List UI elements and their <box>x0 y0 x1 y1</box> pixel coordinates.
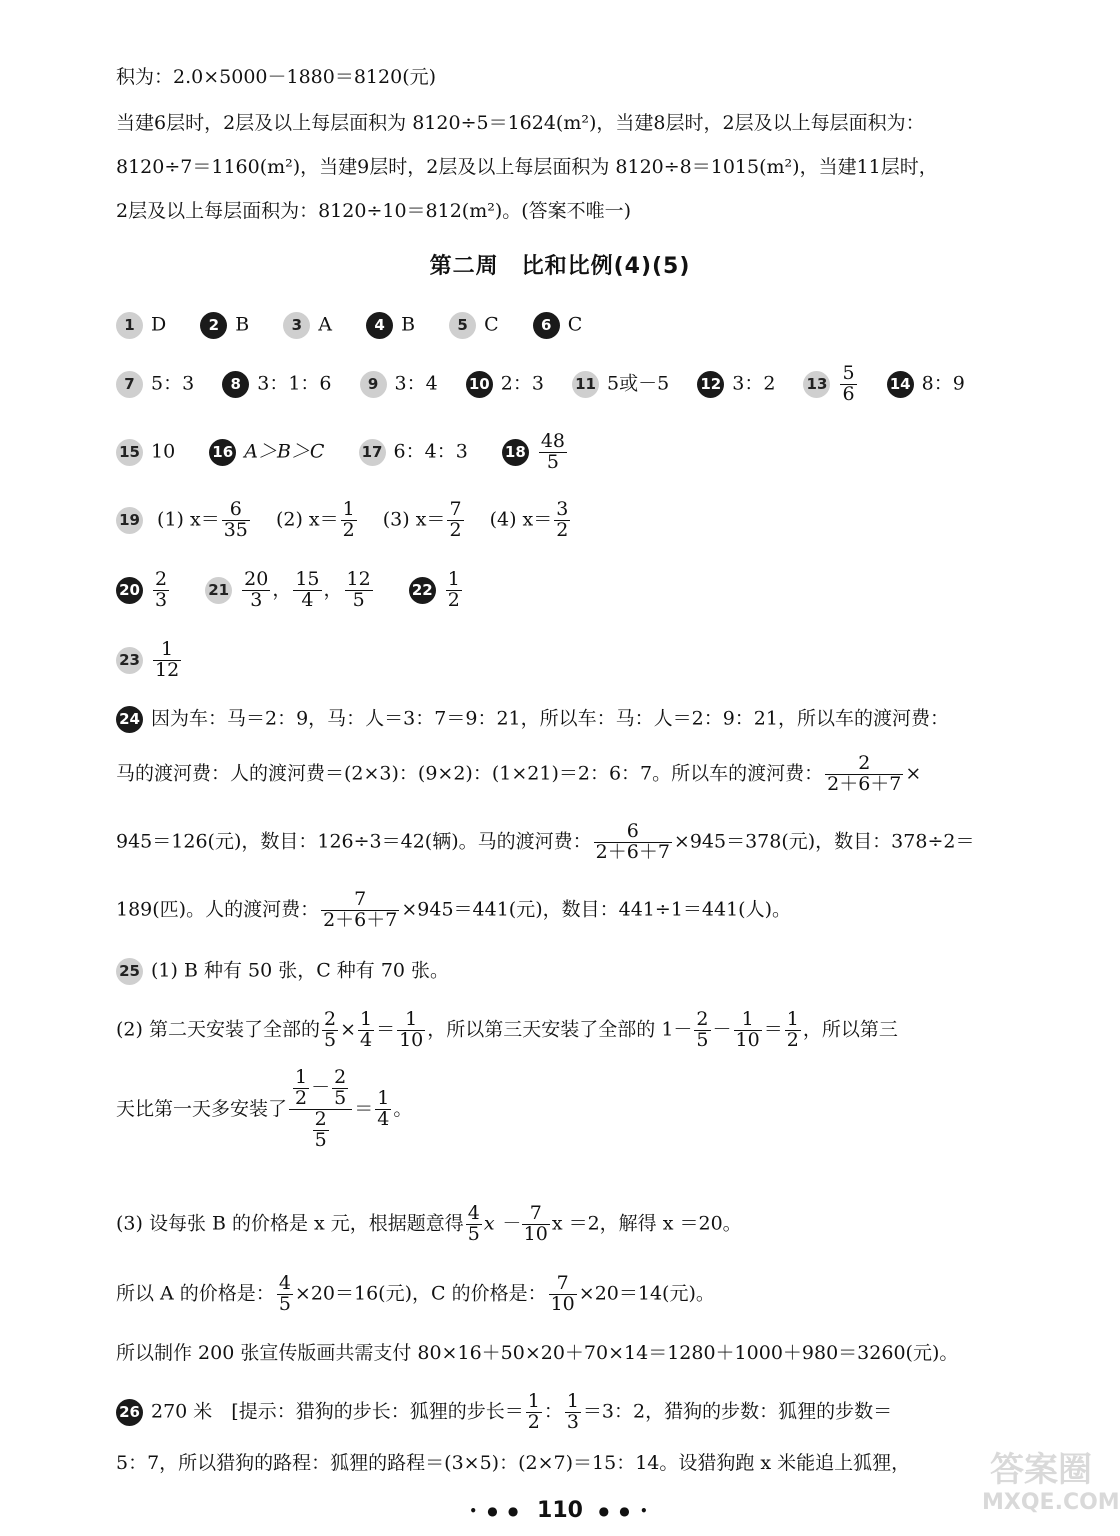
operator: ： <box>543 1400 563 1423</box>
operator: × <box>340 1018 356 1041</box>
fraction: $\frac{1}{10}$ <box>735 1008 760 1051</box>
part-label: (1) x＝ <box>157 508 220 531</box>
answer-row-3 <box>116 432 1060 473</box>
answer: C <box>567 313 583 336</box>
answer-text: ，所以第三天安装了全部的 1－ <box>427 1018 693 1041</box>
question-number-badge: 22 <box>409 577 436 604</box>
answer-row-23 <box>116 640 1060 681</box>
answer-text: 。 <box>393 1097 413 1120</box>
fraction: $\frac{1}{2}$ <box>342 498 355 541</box>
question-number-badge: 9 <box>360 371 387 398</box>
question-number-badge: 19 <box>116 507 143 534</box>
fraction: $\frac{1}{2}$ <box>527 1390 540 1433</box>
text-line <box>116 822 1060 863</box>
fraction: $\frac{3}{2}$ <box>556 498 569 541</box>
text-line <box>116 1392 1060 1433</box>
text-line: 8120÷7＝1160(m²)，当建9层时，2层及以上每层面积为 8120÷8＝1015(m²)，当建11层时， <box>116 156 938 178</box>
answer-text: 天比第一天多安装了 <box>116 1097 288 1120</box>
fraction: $\frac{2}{2+6+7}$ <box>827 752 902 795</box>
fraction: $\frac{15}{4}$ <box>295 568 320 611</box>
answer: 2：3 <box>500 372 544 395</box>
fraction: $\frac{20}{3}$ <box>244 568 269 611</box>
part-label: (4) x＝ <box>489 508 553 531</box>
fraction: $\frac{7}{10}$ <box>550 1272 575 1315</box>
page-number: 110 <box>537 1498 583 1523</box>
answer-text: ×945＝378(元)，数目：378÷2＝ <box>673 830 975 853</box>
question-number-badge: 17 <box>359 439 386 466</box>
answer-text: 189(匹)。人的渡河费： <box>116 898 320 921</box>
question-number-badge: 20 <box>116 577 143 604</box>
answer-text: ×20＝16(元)，C 的价格是： <box>294 1282 547 1305</box>
answer: A＞B＞C <box>244 440 325 463</box>
text-line: 当建6层时，2层及以上每层面积为 8120÷5＝1624(m²)，当建8层时，2层及以上每层面积为： <box>116 112 925 134</box>
answer-text: (2) 第二天安装了全部的 <box>116 1018 320 1041</box>
answer: A <box>318 313 333 336</box>
question-number-badge: 23 <box>116 647 143 674</box>
fraction: $\frac{1}{10}$ <box>399 1008 424 1051</box>
fraction: $\frac{48}{5}$ <box>540 430 566 473</box>
operator: － <box>712 1018 732 1041</box>
answer: 5或－5 <box>607 372 670 395</box>
text-line <box>116 1204 1060 1245</box>
fraction: $\frac{2}{5}$ <box>334 1066 347 1109</box>
fraction: $\frac{1}{2}$ <box>295 1066 308 1109</box>
question-number-badge: 11 <box>572 371 599 398</box>
text-line: 积为：2.0×5000－1880＝8120(元) <box>116 66 437 88</box>
answer-row-1 <box>116 312 1060 339</box>
answer: 6：4：3 <box>393 440 468 463</box>
fraction: $\frac{1}{2}$ <box>786 1008 799 1051</box>
answer-row-19 <box>116 500 1060 541</box>
question-number-badge: 16 <box>209 439 236 466</box>
operator: ＝ <box>376 1018 396 1041</box>
answer-text: ×20＝14(元)。 <box>578 1282 715 1305</box>
answer-text: 马的渡河费：人的渡河费＝(2×3)：(9×2)：(1×21)＝2：6：7。所以车的渡河费： <box>116 762 824 785</box>
question-number-badge: 4 <box>366 312 393 339</box>
part-label: (2) x＝ <box>275 508 339 531</box>
fraction: $\frac{2}{5}$ <box>696 1008 709 1051</box>
answer-text: 因为车：马＝2：9，马：人＝3：7＝9：21，所以车：马：人＝2：9：21，所以车的渡河费： <box>151 707 949 730</box>
question-number-badge: 6 <box>533 312 560 339</box>
fraction: $\frac{7}{10}$ <box>523 1202 548 1245</box>
answer: 3：2 <box>732 372 776 395</box>
answer-text: ＝3：2，猎狗的步数：狐狸的步数＝ <box>582 1400 893 1423</box>
fraction: $\frac{2}{3}$ <box>155 568 168 611</box>
text-line <box>116 1068 1060 1151</box>
text-line: 5：7，所以猎狗的路程：狐狸的路程＝(3×5)：(2×7)＝15：14。设猎狗跑 x 米能追上狐狸， <box>116 1452 911 1474</box>
fraction: $\frac{6}{35}$ <box>223 498 248 541</box>
answer-text: 所以 A 的价格是： <box>116 1282 275 1305</box>
text-line <box>116 706 1060 733</box>
text-line <box>116 754 1060 795</box>
question-number-badge: 25 <box>116 958 143 985</box>
fraction: $\frac{1}{3}$ <box>566 1390 579 1433</box>
answer: C <box>484 313 499 336</box>
text-line <box>116 1010 1060 1051</box>
fraction: $\frac{1}{12}$ <box>155 638 180 681</box>
watermark-logo: 答案圈 MXQE.COM <box>982 1450 1120 1515</box>
answer-text: x － <box>483 1212 520 1235</box>
fraction: $\frac{2}{5}$ <box>323 1008 337 1051</box>
answer-text: 945＝126(元)，数目：126÷3＝42(辆)。马的渡河费： <box>116 830 592 853</box>
question-number-badge: 2 <box>200 312 227 339</box>
fraction: $\frac{1}{4}$ <box>359 1008 373 1051</box>
question-number-badge: 21 <box>205 577 232 604</box>
fraction: $\frac{1}{4}$ <box>377 1086 390 1130</box>
question-number-badge: 18 <box>502 439 529 466</box>
question-number-badge: 8 <box>222 371 249 398</box>
operator: ＝ <box>354 1097 374 1120</box>
page-footer <box>0 1498 1120 1523</box>
question-number-badge: 3 <box>283 312 310 339</box>
part-label: (3) x＝ <box>382 508 446 531</box>
fraction: $\frac{2}{5}$ <box>314 1107 327 1151</box>
complex-fraction <box>289 1068 352 1151</box>
fraction: $\frac{6}{2+6+7}$ <box>595 820 670 863</box>
question-number-badge: 12 <box>697 371 724 398</box>
question-number-badge: 15 <box>116 439 143 466</box>
answer-row-20 <box>116 570 1060 611</box>
fraction: $\frac{4}{5}$ <box>278 1272 291 1315</box>
answer: 3：1：6 <box>257 372 332 395</box>
fraction: $\frac{12}{5}$ <box>346 568 371 611</box>
answer-row-2 <box>116 364 1060 405</box>
answer: D <box>151 313 167 336</box>
separator: ， <box>323 578 343 601</box>
section-title: 第二周 比和比例(4)(5) <box>429 254 691 279</box>
text-line <box>116 958 1060 985</box>
answer-text: x ＝2，解得 x ＝20。 <box>551 1212 742 1235</box>
answer: B <box>235 313 250 336</box>
answer: 5：3 <box>151 372 195 395</box>
fraction: $\frac{7}{2}$ <box>449 498 462 541</box>
answer-text: × <box>905 762 922 785</box>
question-number-badge: 10 <box>466 371 493 398</box>
answer-text: ，所以第三 <box>802 1018 898 1041</box>
question-number-badge: 7 <box>116 371 143 398</box>
decorative-dots-icon: ● ● • <box>598 1504 651 1518</box>
answer: 3：4 <box>394 372 438 395</box>
decorative-dots-icon: • ● ● <box>469 1504 522 1518</box>
question-number-badge: 1 <box>116 312 143 339</box>
fraction: $\frac{5}{6}$ <box>842 362 855 405</box>
question-number-badge: 5 <box>449 312 476 339</box>
answer: 8：9 <box>921 372 965 395</box>
question-number-badge: 24 <box>116 706 143 733</box>
answer-text: (1) B 种有 50 张，C 种有 70 张。 <box>151 959 450 982</box>
text-line: 所以制作 200 张宣传版画共需支付 80×16＋50×20＋70×14＝1280＋1000＋980＝3260(元)。 <box>116 1342 959 1364</box>
operator: － <box>311 1076 331 1099</box>
fraction: $\frac{1}{2}$ <box>447 568 460 611</box>
text-line <box>116 890 1060 931</box>
fraction: $\frac{7}{2+6+7}$ <box>323 888 398 931</box>
text-line <box>116 1274 1060 1315</box>
question-number-badge: 13 <box>803 371 830 398</box>
answer-text: (3) 设每张 B 的价格是 x 元，根据题意得 <box>116 1212 464 1235</box>
text-line: 2层及以上每层面积为：8120÷10＝812(m²)。(答案不唯一) <box>116 200 632 222</box>
answer-text: ×945＝441(元)，数目：441÷1＝441(人)。 <box>401 898 791 921</box>
fraction: $\frac{4}{5}$ <box>467 1202 480 1245</box>
answer: 10 <box>151 440 176 463</box>
answer-text: 270 米 [提示：猎狗的步长：狐狸的步长＝ <box>151 1400 524 1423</box>
question-number-badge: 26 <box>116 1399 143 1426</box>
question-number-badge: 14 <box>887 371 914 398</box>
separator: ， <box>272 578 292 601</box>
operator: ＝ <box>763 1018 783 1041</box>
answer: B <box>401 313 416 336</box>
